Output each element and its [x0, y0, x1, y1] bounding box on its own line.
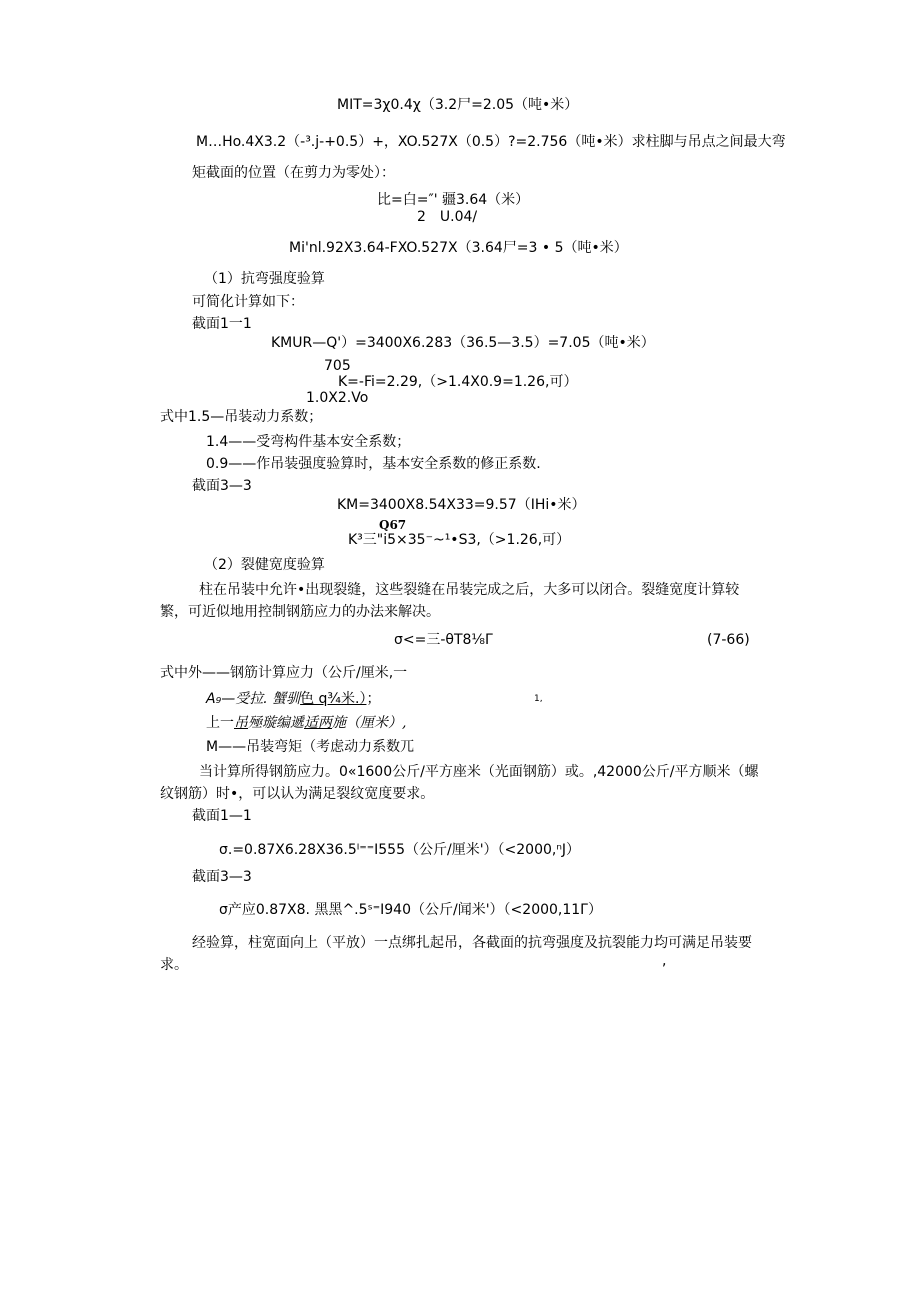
equation-number: (7-66) [707, 632, 750, 648]
equation-m-line: M…Ho.4X3.2（-³.j-+0.5）+，XO.527X（0.5）?=2.756（吨•米）求柱脚与吊点之间最大弯 [196, 134, 786, 150]
section-label: 截面3—3 [192, 478, 252, 494]
text-line: 繁，可近似地用控制钢筋应力的办法来解决。 [160, 604, 440, 620]
equation-mi: Mi'nl.92X3.64-FXO.527X（3.64尸=3 • 5（吨•米） [289, 240, 628, 256]
equation-numerator: Q67 [379, 518, 407, 532]
text-line: 式中外——钢筋计算应力（公斤/厘米,一 [160, 665, 408, 681]
equation-k3: K³三"i5×35⁻~¹•S3,（>1.26,可） [348, 532, 571, 548]
text-line: 经验算，柱宽面向上（平放）一点绑扎起吊，各截面的抗弯强度及抗裂能力均可满足吊装要 [192, 935, 752, 951]
equation-sigma: σ<=三-θT8⅛Γ [394, 632, 493, 648]
text-line: 式中1.5—吊装动力系数； [160, 409, 323, 425]
section-label: 截面3—3 [192, 869, 252, 885]
margin-note: , [662, 953, 667, 969]
text-line: 求。 [160, 957, 188, 973]
equation-sigma-1: σ.=0.87X6.28X36.5ᴵ⁼⁼I555（公斤/厘米'）（<2000,ⁿJ） [219, 842, 581, 858]
text-line: 柱在吊装中允许•出现裂缝，这些裂缝在吊装完成之后，大多可以闭合。裂缝宽度计算较 [199, 582, 740, 598]
equation-numerator: 705 [324, 358, 351, 374]
text-line: 矩截面的位置（在剪力为零处）： [192, 165, 395, 181]
section-heading-crack: （2）裂健宽度验算 [204, 557, 325, 573]
equation-k: K=-Fi=2.29,（>1.4X0.9=1.26,可） [338, 374, 578, 390]
margin-note: 1, [534, 694, 543, 704]
text-line: 1.4——受弯构件基本安全系数； [206, 434, 411, 450]
text-line: M——吊装弯矩（考虑动力系数兀 [206, 739, 415, 755]
equation-position: 比=白=″' 疆3.64（米） [377, 192, 530, 208]
equation-km: KM=3400X8.54X33=9.57（IHi•米） [337, 497, 586, 513]
equation-denominator: 1.0X2.Vo [306, 390, 369, 406]
equation-sigma-3: σ产应0.87X8. 黑黑^.5ˢ⁼I940（公斤/闻米'）（<2000,11Γ） [219, 902, 602, 918]
equation-denominator: 2 U.04/ [417, 209, 478, 225]
equation-mit: MIT=3χ0.4χ（3.2尸=2.05（吨•米） [337, 97, 579, 113]
section-label: 截面1一1 [192, 316, 252, 332]
text-line: A₉—受拉. 蟹驯色 q¾米.）； [206, 691, 381, 707]
section-label: 截面1—1 [192, 808, 252, 824]
equation-kmur: KMUR—Q'）=3400X6.283（36.5—3.5）=7.05（吨•米） [271, 335, 655, 351]
text-line: 可简化计算如下： [192, 294, 304, 310]
text-line: 0.9——作吊装强度验算时，基本安全系数的修正系数. [206, 456, 541, 472]
text-line: 当计算所得钢筋应力。0«1600公斤/平方座米（光面钢筋）或。,42000公斤/平方顺米（螺 [199, 764, 759, 780]
section-heading-bending: （1）抗弯强度验算 [204, 271, 325, 287]
text-line: 上一吊殛璇编遞适两施（厘米）, [206, 715, 407, 731]
text-line: 纹钢筋）时•，可以认为满足裂纹宽度要求。 [160, 786, 435, 802]
